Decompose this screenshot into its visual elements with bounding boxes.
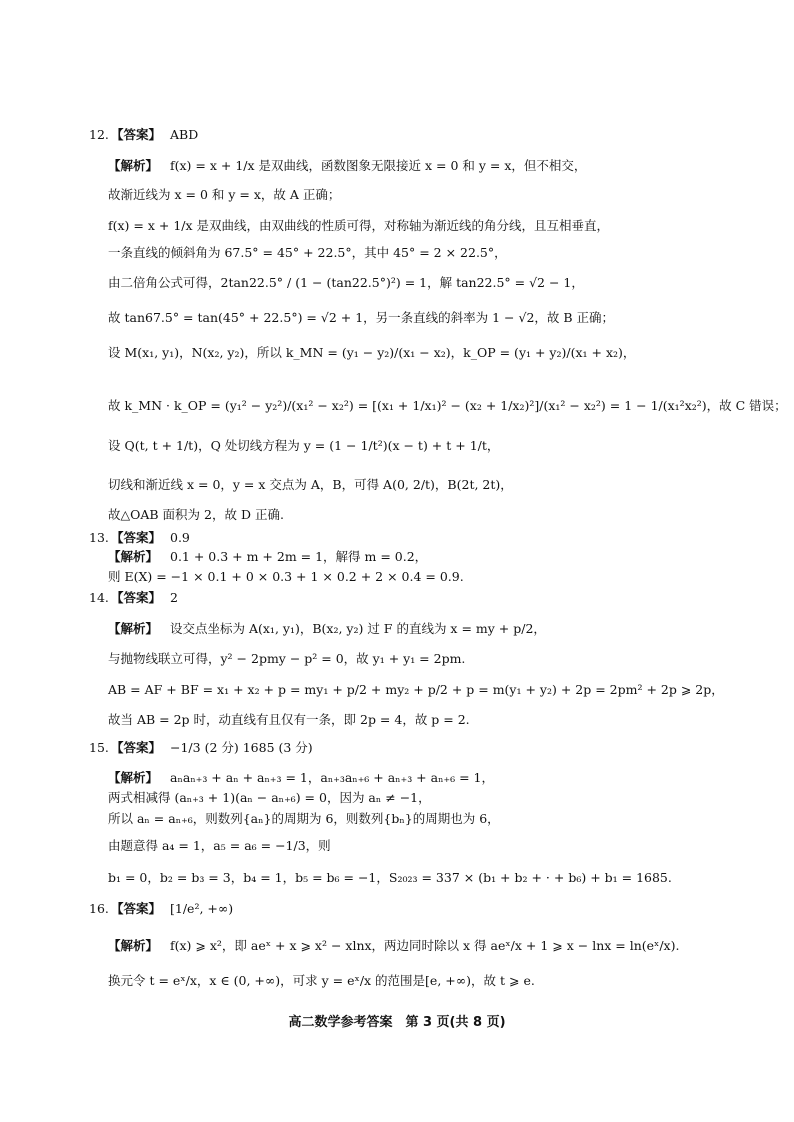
analysis-line: AB = AF + BF = x₁ + x₂ + p = my₁ + p/2 + my₂ + p/2 + p = m(y₁ + y₂) + 2p = 2pm² + 2p ⩾ 2p， (108, 682, 724, 697)
analysis-line: 0.1 + 0.3 + m + 2m = 1，解得 m = 0.2， (170, 549, 428, 564)
analysis-line: 故 k_MN · k_OP = (y₁² − y₂²)/(x₁² − x₂²) = [(x₁ + 1/x₁)² − (x₂ + 1/x₂)²]/(x₁² − x₂²) = 1 − 1/(x₁²x₂²)，故 C 错误； (108, 398, 787, 413)
analysis-tag: 【解析】 (108, 621, 159, 636)
analysis-line: f(x) = x + 1/x 是双曲线，由双曲线的性质可得，对称轴为渐近线的角分线，且互相垂直， (108, 218, 610, 233)
question-number: 15. (89, 740, 109, 755)
analysis-line: 换元令 t = eˣ/x，x ∈ (0, +∞)，可求 y = eˣ/x 的范围是[e, +∞)，故 t ⩾ e. (108, 973, 535, 988)
analysis-tag: 【解析】 (108, 549, 159, 564)
answer-value: ABD (170, 127, 199, 142)
analysis-line: 由题意得 a₄ = 1，a₅ = a₆ = −1/3，则 (108, 838, 331, 853)
answer-tag: 【答案】 (111, 530, 162, 545)
question-number: 12. (89, 127, 109, 142)
analysis-line: 故渐近线为 x = 0 和 y = x，故 A 正确； (108, 187, 341, 202)
analysis-line: f(x) = x + 1/x 是双曲线，函数图象无限接近 x = 0 和 y = x，但不相交， (170, 158, 587, 173)
analysis-line: 设 Q(t, t + 1/t)，Q 处切线方程为 y = (1 − 1/t²)(x − t) + t + 1/t， (108, 438, 500, 453)
analysis-line: 由二倍角公式可得，2tan22.5° / (1 − (tan22.5°)²) = 1，解 tan22.5° = √2 − 1， (108, 275, 584, 290)
answer-value: 0.9 (170, 530, 190, 545)
answer-tag: 【答案】 (111, 127, 162, 142)
answer-value: [1/e², +∞) (170, 901, 234, 916)
analysis-line: 设交点坐标为 A(x₁, y₁)，B(x₂, y₂) 过 F 的直线为 x = my + p/2， (170, 621, 546, 636)
analysis-line: 设 M(x₁, y₁)，N(x₂, y₂)，所以 k_MN = (y₁ − y₂)/(x₁ − x₂)，k_OP = (y₁ + y₂)/(x₁ + x₂)， (108, 345, 636, 360)
analysis-line: 故 tan67.5° = tan(45° + 22.5°) = √2 + 1，另一条直线的斜率为 1 − √2，故 B 正确； (108, 310, 615, 325)
answer-value: −1/3 (2 分) 1685 (3 分) (170, 740, 313, 755)
analysis-line: 与抛物线联立可得，y² − 2pmy − p² = 0，故 y₁ + y₁ = 2pm. (108, 651, 466, 666)
analysis-line: 一条直线的倾斜角为 67.5° = 45° + 22.5°，其中 45° = 2 × 22.5°， (108, 245, 507, 260)
answer-value: 2 (170, 590, 178, 605)
question-number: 13. (89, 530, 109, 545)
analysis-line: 则 E(X) = −1 × 0.1 + 0 × 0.3 + 1 × 0.2 + 2 × 0.4 = 0.9. (108, 569, 464, 584)
analysis-line: 故△OAB 面积为 2，故 D 正确. (108, 507, 284, 522)
question-number: 14. (89, 590, 109, 605)
analysis-line: 切线和渐近线 x = 0，y = x 交点为 A，B，可得 A(0, 2/t)，B(2t, 2t)， (108, 477, 513, 492)
analysis-tag: 【解析】 (108, 938, 159, 953)
analysis-line: aₙaₙ₊₃ + aₙ + aₙ₊₃ = 1，aₙ₊₃aₙ₊₆ + aₙ₊₃ + aₙ₊₆ = 1， (170, 770, 494, 785)
answer-tag: 【答案】 (111, 590, 162, 605)
analysis-line: 故当 AB = 2p 时，动直线有且仅有一条，即 2p = 4，故 p = 2. (108, 712, 470, 727)
analysis-line: 所以 aₙ = aₙ₊₆，则数列{aₙ}的周期为 6，则数列{bₙ}的周期也为 6， (108, 811, 500, 826)
answer-tag: 【答案】 (111, 740, 162, 755)
analysis-line: 两式相减得 (aₙ₊₃ + 1)(aₙ − aₙ₊₆) = 0，因为 aₙ ≠ −1， (108, 790, 431, 805)
question-number: 16. (89, 901, 109, 916)
analysis-line: b₁ = 0，b₂ = b₃ = 3，b₄ = 1，b₅ = b₆ = −1，S₂₀₂₃ = 337 × (b₁ + b₂ + · + b₆) + b₁ = 1685. (108, 870, 672, 885)
analysis-tag: 【解析】 (108, 158, 159, 173)
analysis-tag: 【解析】 (108, 770, 159, 785)
answer-tag: 【答案】 (111, 901, 162, 916)
analysis-line: f(x) ⩾ x²，即 aeˣ + x ⩾ x² − xlnx，两边同时除以 x 得 aeˣ/x + 1 ⩾ x − lnx = ln(eˣ/x). (170, 938, 680, 953)
page-footer: 高二数学参考答案 第 3 页(共 8 页) (288, 1015, 506, 1030)
